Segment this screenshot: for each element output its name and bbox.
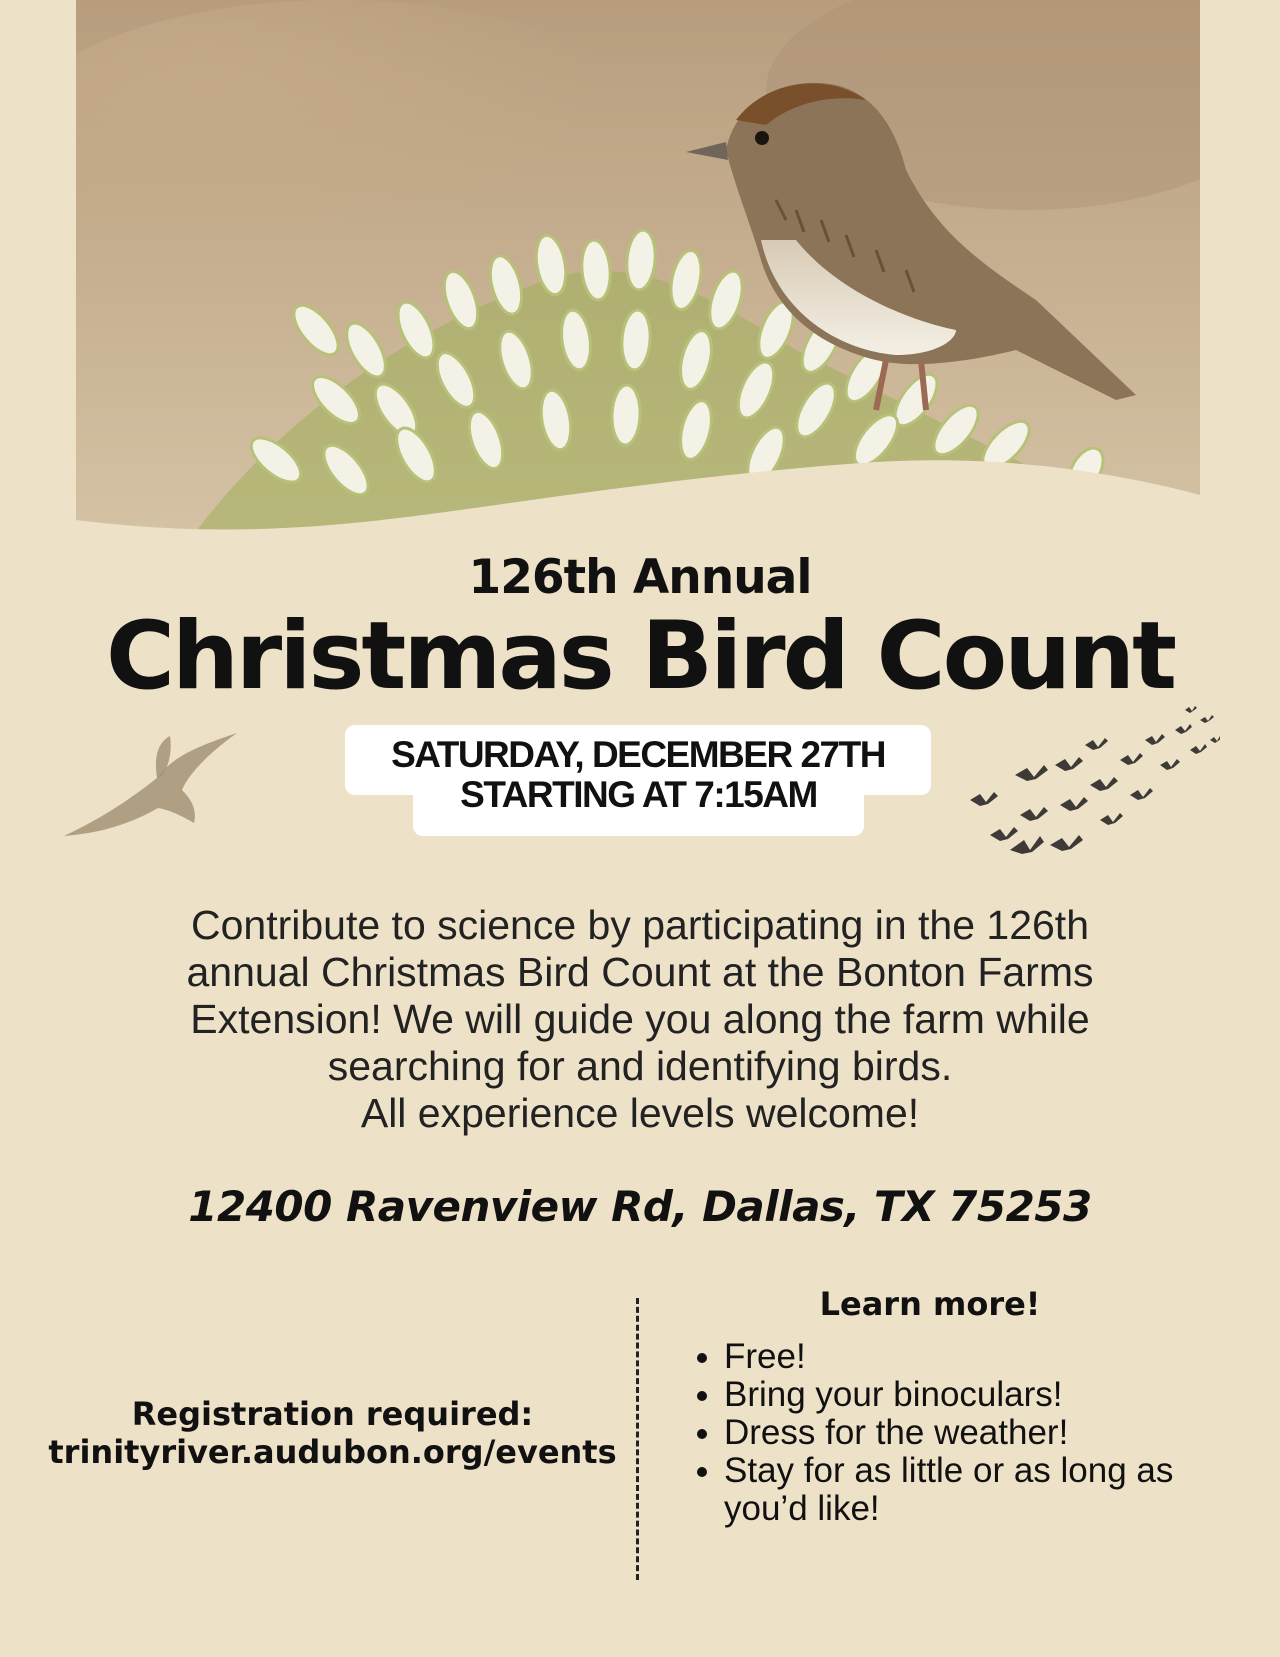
event-title: Christmas Bird Count (106, 602, 1174, 711)
event-edition: 126th Annual (468, 550, 812, 605)
description-line: annual Christmas Bird Count at the Bonton Farms (186, 949, 1094, 995)
description-line: Extension! We will guide you along the farm while (190, 996, 1090, 1042)
bird-flock-icon (960, 705, 1220, 860)
dashed-divider (636, 1298, 639, 1580)
details-list (690, 1338, 1264, 1528)
list-item: • Bring your binoculars! (724, 1376, 1264, 1414)
list-item: • Dress for the weather! (724, 1414, 1264, 1452)
registration-url: trinityriver.audubon.org/events (48, 1433, 617, 1471)
description-line: All experience levels welcome! (360, 1090, 920, 1136)
list-item: • Free! (724, 1338, 1264, 1376)
event-address: 12400 Ravenview Rd, Dallas, TX 75253 (188, 1182, 1092, 1231)
learn-more-heading: Learn more! (819, 1285, 1041, 1323)
description-line: searching for and identifying birds. (327, 1043, 953, 1089)
description-line: Contribute to science by participating in the 126th (191, 902, 1089, 948)
event-date: SATURDAY, DECEMBER 27TH (391, 734, 885, 775)
event-description (100, 902, 1180, 1137)
event-start-time: STARTING AT 7:15AM (460, 774, 817, 815)
registration-label: Registration required: (131, 1395, 534, 1433)
list-item: • Stay for as little or as long as you’d like! (724, 1452, 1264, 1528)
soaring-bird-silhouette (62, 728, 262, 840)
sparrow-photo (76, 0, 1200, 560)
registration-info (30, 1395, 635, 1471)
